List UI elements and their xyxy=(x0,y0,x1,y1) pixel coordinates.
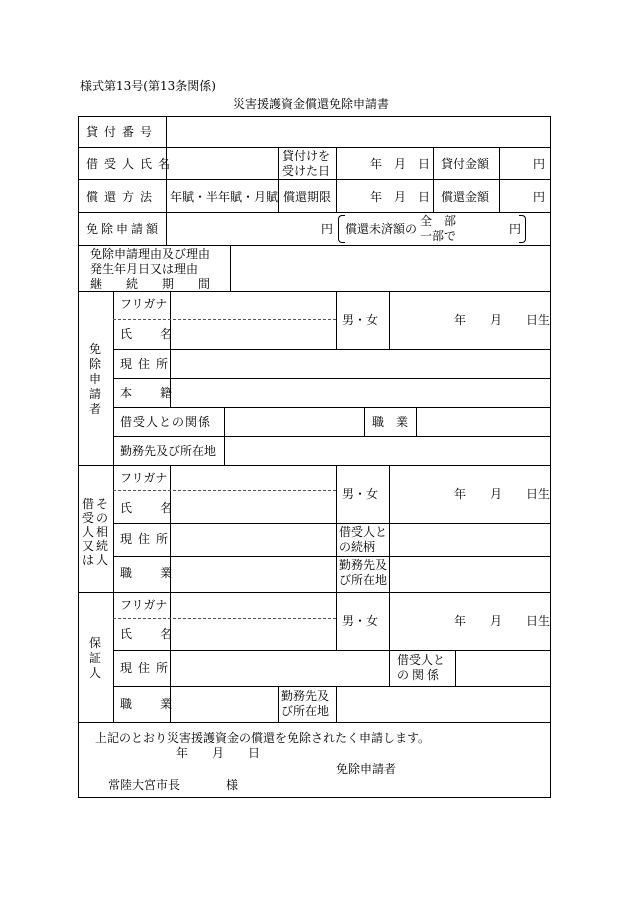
application-date: 年 月 日 xyxy=(176,746,261,760)
heir-job-label: 職 業 xyxy=(120,566,181,580)
repay-amount-label: 償還金額 xyxy=(441,190,490,204)
partial-option: 一部で xyxy=(420,229,457,243)
loan-date-ymd: 年 月 日 xyxy=(370,157,431,171)
applicant-job-label: 職 業 xyxy=(372,415,409,429)
right-bracket xyxy=(519,215,526,243)
repay-period-label: 償還期限 xyxy=(283,190,332,204)
loan-amount-label: 貸付金額 xyxy=(441,157,490,171)
left-bracket xyxy=(338,215,345,243)
applicant-birth: 年 月 日生 xyxy=(454,313,551,327)
repay-method-label: 償還方法 xyxy=(86,190,159,204)
borrower-name-label: 借受人氏名 xyxy=(86,157,177,171)
unpaid-label: 償還未済額の xyxy=(345,222,418,236)
guarantor-section-label: 保証人 xyxy=(88,636,101,680)
applicant-section-label: 免除申請者 xyxy=(88,342,101,416)
guarantor-workplace-label-line2: び所在地 xyxy=(281,704,330,718)
applicant-sex: 男・女 xyxy=(342,313,379,327)
loan-date-label-line2: 受けた日 xyxy=(282,164,331,178)
guarantor-name-label: 氏 名 xyxy=(120,627,181,641)
furigana-divider xyxy=(113,490,336,491)
guarantor-birth: 年 月 日生 xyxy=(454,614,551,628)
applicant-workplace-label: 勤務先及び所在地 xyxy=(120,444,217,458)
exemption-amount-yen: 円 xyxy=(321,222,334,236)
heir-section-label-col1: 借受人又は xyxy=(81,497,94,567)
applicant-relation-label: 借受人との関係 xyxy=(120,415,212,429)
reason-label-line2: 発生年月日又は理由 xyxy=(90,262,199,276)
heir-relation-label-line1: 借受人と xyxy=(339,525,388,539)
guarantor-relation-label-line1: 借受人と xyxy=(397,653,446,667)
addressee: 常陸大宮市長 xyxy=(108,778,181,792)
applicant-domicile-label: 本 籍 xyxy=(120,386,181,400)
form-number: 様式第13号(第13条関係) xyxy=(80,79,216,93)
repay-period-ymd: 年 月 日 xyxy=(370,190,431,204)
guarantor-sex: 男・女 xyxy=(342,614,379,628)
loan-amount-yen: 円 xyxy=(533,157,546,171)
exemption-amount-label: 免除申請額 xyxy=(86,222,162,236)
applicant-furigana-label: フリガナ xyxy=(120,297,168,311)
form-title: 災害援護資金償還免除申請書 xyxy=(233,97,390,111)
guarantor-relation-label-line2: の関係 xyxy=(397,668,443,682)
all-part-option: 全 部 xyxy=(420,214,457,228)
heir-birth: 年 月 日生 xyxy=(454,487,551,501)
loan-number-label: 貸付番号 xyxy=(86,125,159,139)
heir-section-label xyxy=(81,497,111,567)
heir-section-label-col2: その相続人 xyxy=(95,497,108,567)
applicant-name-label: 氏 名 xyxy=(120,327,181,341)
heir-address-label: 現住所 xyxy=(120,532,175,546)
furigana-divider xyxy=(113,618,336,619)
statement-text: 上記のとおり災害援護資金の償還を免除されたく申請します。 xyxy=(95,731,431,745)
addressee-honorific: 様 xyxy=(226,778,239,792)
repay-amount-yen: 円 xyxy=(533,190,546,204)
heir-sex: 男・女 xyxy=(342,487,379,501)
loan-date-label-line1: 貸付けを xyxy=(282,149,331,163)
heir-name-label: 氏 名 xyxy=(120,501,181,515)
applicant-signature-label: 免除申請者 xyxy=(336,762,397,776)
heir-furigana-label: フリガナ xyxy=(120,471,168,485)
unpaid-yen: 円 xyxy=(509,222,522,236)
reason-label-line1: 免除申請理由及び理由 xyxy=(90,247,211,261)
furigana-divider xyxy=(113,319,336,320)
heir-workplace-label-line2: び所在地 xyxy=(339,573,388,587)
guarantor-workplace-label-line1: 勤務先及 xyxy=(281,689,330,703)
applicant-address-label: 現住所 xyxy=(120,357,175,371)
heir-workplace-label-line1: 勤務先及 xyxy=(339,558,388,572)
reason-label-line3: 継続期間 xyxy=(90,277,235,291)
heir-relation-label-line2: の続柄 xyxy=(339,540,376,554)
guarantor-furigana-label: フリガナ xyxy=(120,598,168,612)
repay-method-value: 年賦・半年賦・月賦 xyxy=(170,190,279,204)
guarantor-address-label: 現住所 xyxy=(120,661,175,675)
guarantor-job-label: 職 業 xyxy=(120,697,181,711)
